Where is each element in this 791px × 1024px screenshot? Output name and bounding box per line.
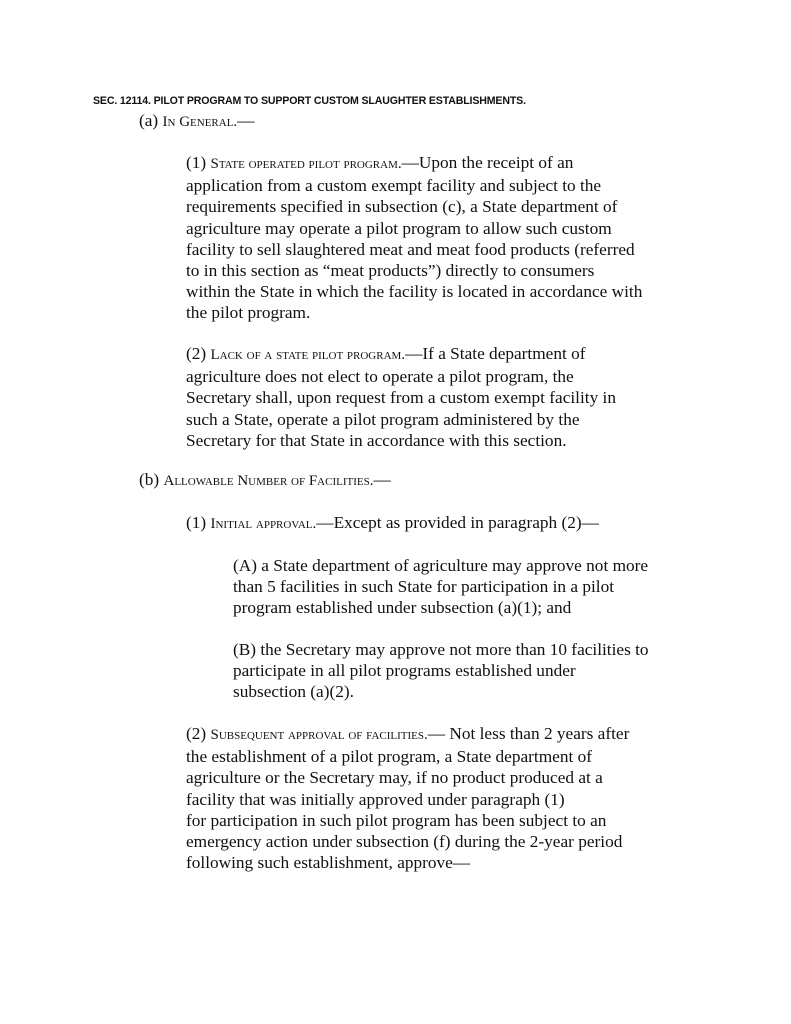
paragraph-b1-label: (1) [186,513,211,532]
paragraph-a2-text: —If a State department of [405,344,586,363]
paragraph-line: to in this section as “meat products”) directly to consumers [186,261,595,281]
paragraph-a1-title: State operated pilot program. [210,156,402,172]
paragraph-a1-label: (1) [186,153,211,172]
subsection-a-title: In General. [162,114,238,130]
paragraph-line [186,152,642,175]
subsection-a-heading [139,110,254,133]
paragraph-line: participate in all pilot programs established under [233,661,576,681]
paragraph-line: the pilot program. [186,303,311,323]
paragraph-line: agriculture does not elect to operate a pilot program, the [186,367,574,387]
paragraph-b2 [186,723,629,873]
paragraph-line [186,343,616,366]
paragraph-line: emergency action under subsection (f) during the 2-year period [186,832,623,852]
paragraph-line: within the State in which the facility is located in accordance with [186,282,643,302]
paragraph-a1-text: —Upon the receipt of an [401,153,574,172]
paragraph-line: following such establishment, approve— [186,853,471,873]
subsection-b-heading [139,469,391,492]
paragraph-line: such a State, operate a pilot program administered by the [186,409,580,429]
paragraph-b2-title: Subsequent approval of facilities. [210,727,428,743]
paragraph-line: agriculture or the Secretary may, if no product produced at a [186,768,603,788]
paragraph-line [186,723,629,746]
subsection-b-label: (b) [139,470,164,489]
paragraph-line: Secretary shall, upon request from a custom exempt facility in [186,388,616,408]
paragraph-line: facility to sell slaughtered meat and meat food products (referred [186,239,635,259]
paragraph-line: program established under subsection (a)(1); and [233,598,572,618]
paragraph-line: facility that was initially approved under paragraph (1) [186,789,565,809]
paragraph-b2-text: — Not less than 2 years after [427,724,630,743]
paragraph-line: the establishment of a pilot program, a State department of [186,747,592,767]
subparagraph-b1-B [233,639,649,703]
paragraph-b1 [186,512,599,535]
paragraph-line: subsection (a)(2). [233,682,354,702]
paragraph-a2-title: Lack of a state pilot program. [210,347,406,363]
paragraph-line: agriculture may operate a pilot program to allow such custom [186,218,612,238]
paragraph-line: (B) the Secretary may approve not more than 10 facilities to [233,640,649,659]
paragraph-a2-label: (2) [186,344,211,363]
paragraph-line: application from a custom exempt facility and subject to the [186,176,602,196]
paragraph-b1-title: Initial approval. [210,516,317,532]
subsection-b-dash: — [373,470,391,489]
paragraph-line: (A) a State department of agriculture may approve not more [233,556,649,575]
subsection-a-dash: — [237,111,255,130]
subsection-a-label: (a) [139,111,163,130]
paragraph-line [186,512,599,535]
paragraph-line: than 5 facilities in such State for participation in a pilot [233,577,615,597]
paragraph-line: Secretary for that State in accordance with this section. [186,430,567,450]
paragraph-line: for participation in such pilot program has been subject to an [186,810,607,830]
paragraph-a1 [186,152,642,324]
paragraph-b2-label: (2) [186,724,211,743]
subparagraph-b1-A [233,555,648,619]
paragraph-a2 [186,343,616,451]
section-heading: SEC. 12114. PILOT PROGRAM TO SUPPORT CUSTOM SLAUGHTER ESTABLISHMENTS. [93,95,526,107]
paragraph-b1-text: —Except as provided in paragraph (2)— [316,513,599,532]
paragraph-line: requirements specified in subsection (c), a State department of [186,197,618,217]
subsection-b-title: Allowable Number of Facilities. [163,473,374,489]
